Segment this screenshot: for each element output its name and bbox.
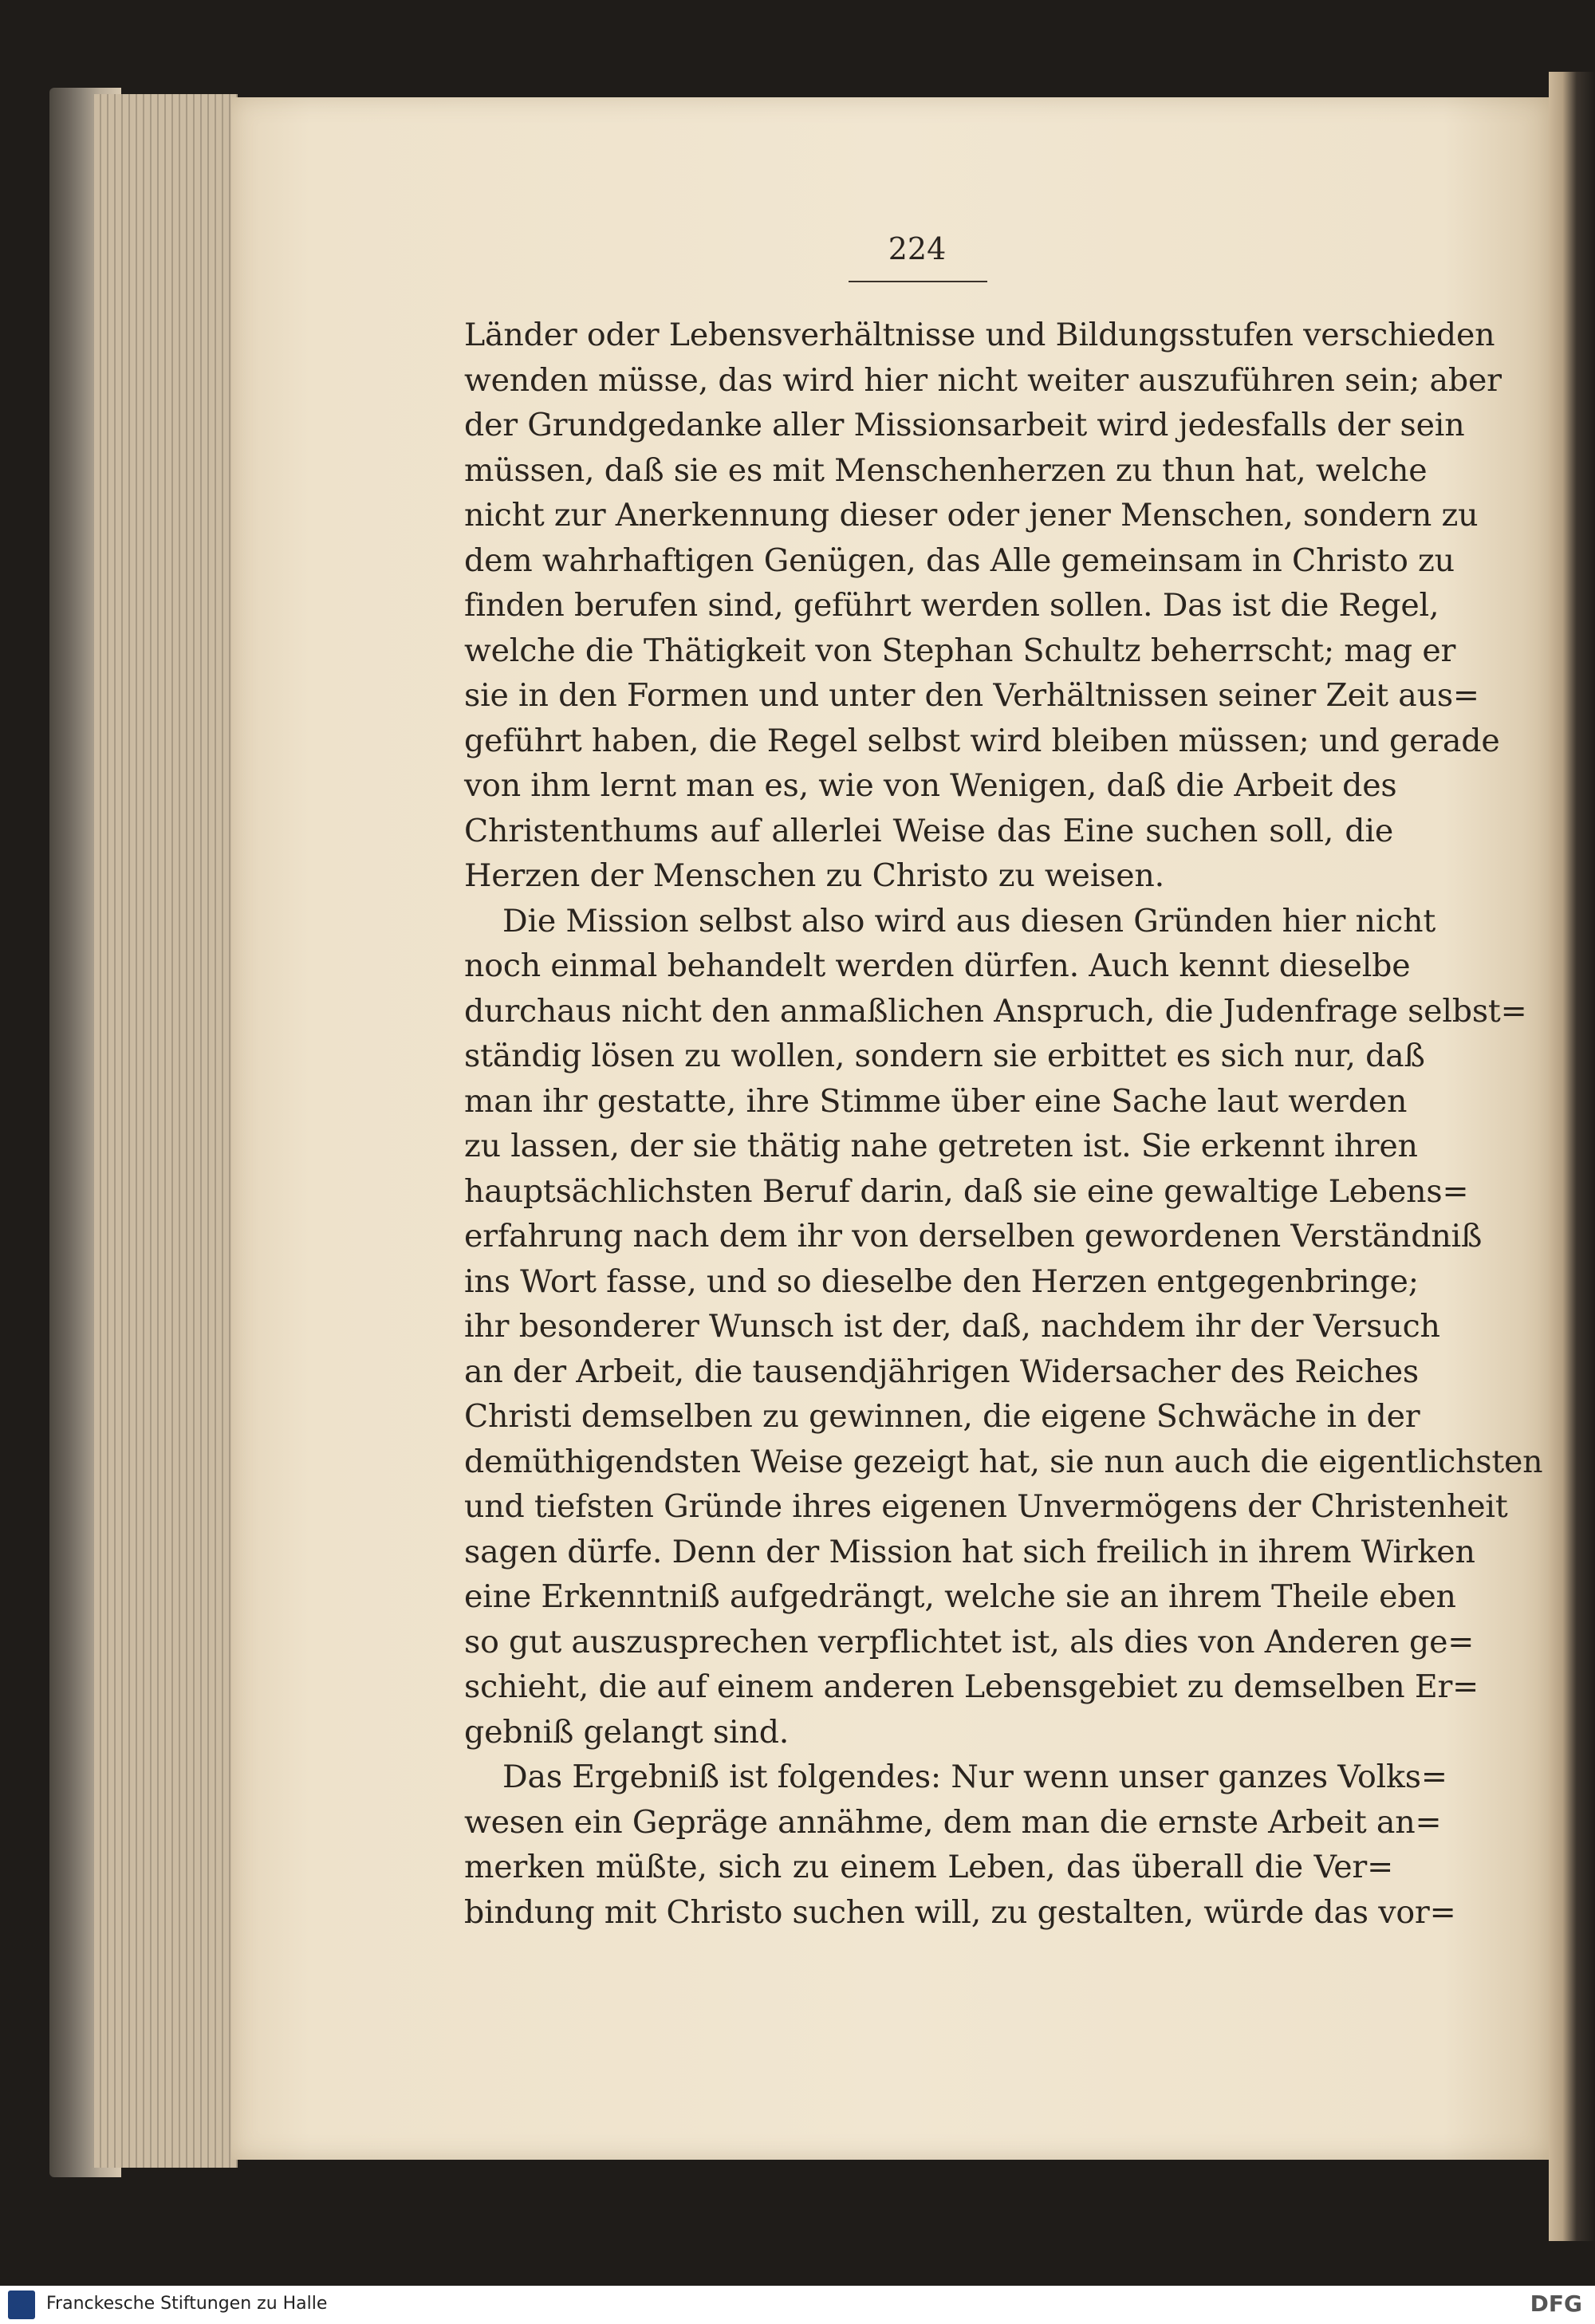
text-line: und tiefsten Gründe ihres eigenen Unvermögens der Christenheit bbox=[464, 1488, 1508, 1525]
text-line: finden berufen sind, geführt werden sollen. Das ist die Regel, bbox=[464, 587, 1439, 624]
text-line: geführt haben, die Regel selbst wird bleiben müssen; und gerade bbox=[464, 722, 1500, 759]
dfg-logo: DFG bbox=[1530, 2291, 1582, 2317]
text-line: durchaus nicht den anmaßlichen Anspruch, die Judenfrage selbst= bbox=[464, 992, 1527, 1030]
text-line: demüthigendsten Weise gezeigt hat, sie nun auch die eigentlichsten bbox=[464, 1443, 1543, 1480]
text-line: noch einmal behandelt werden dürfen. Auch kennt dieselbe bbox=[464, 947, 1411, 984]
footer-institution-name: Franckesche Stiftungen zu Halle bbox=[46, 2294, 328, 2314]
text-line: Länder oder Lebensverhältnisse und Bildungsstufen verschieden bbox=[464, 317, 1495, 353]
text-line: von ihm lernt man es, wie von Wenigen, daß die Arbeit des bbox=[464, 767, 1397, 804]
text-line: schieht, die auf einem anderen Lebensgebiet zu demselben Er= bbox=[464, 1668, 1479, 1705]
text-line: gebniß gelangt sind. bbox=[464, 1713, 790, 1751]
text-line: welche die Thätigkeit von Stephan Schultz beherrscht; mag er bbox=[464, 632, 1456, 669]
text-line: wenden müsse, das wird hier nicht weiter auszuführen sein; aber bbox=[464, 361, 1502, 399]
text-line: Herzen der Menschen zu Christo zu weisen. bbox=[464, 857, 1164, 894]
text-line: Das Ergebniß ist folgendes: Nur wenn unser ganzes Volks= bbox=[502, 1759, 1447, 1795]
text-line: Christi demselben zu gewinnen, die eigene Schwäche in der bbox=[464, 1398, 1420, 1435]
page-stack-edges bbox=[94, 94, 238, 2168]
text-line: ihr besonderer Wunsch ist der, daß, nachdem ihr der Versuch bbox=[464, 1308, 1440, 1345]
institution-logo-icon bbox=[8, 2291, 35, 2319]
text-line: so gut auszusprechen verpflichtet ist, als dies von Anderen ge= bbox=[464, 1623, 1475, 1660]
right-page-edge bbox=[1549, 72, 1595, 2241]
text-line: sie in den Formen und unter den Verhältnissen seiner Zeit aus= bbox=[464, 677, 1479, 714]
page-text-block bbox=[464, 313, 1543, 1935]
text-line: merken müßte, sich zu einem Leben, das überall die Ver= bbox=[464, 1849, 1393, 1885]
text-line: Christenthums auf allerlei Weise das Eine suchen soll, die bbox=[464, 812, 1393, 849]
text-line: ins Wort fasse, und so dieselbe den Herzen entgegenbringe; bbox=[464, 1262, 1419, 1300]
text-line: an der Arbeit, die tausendjährigen Widersacher des Reiches bbox=[464, 1353, 1419, 1390]
text-line: eine Erkenntniß aufgedrängt, welche sie an ihrem Theile eben bbox=[464, 1578, 1456, 1615]
text-line: der Grundgedanke aller Missionsarbeit wird jedesfalls der sein bbox=[464, 407, 1465, 443]
text-line: bindung mit Christo suchen will, zu gestalten, würde das vor= bbox=[464, 1893, 1456, 1931]
text-line: sagen dürfe. Denn der Mission hat sich freilich in ihrem Wirken bbox=[464, 1533, 1475, 1570]
text-line: ständig lösen zu wollen, sondern sie erbittet es sich nur, daß bbox=[464, 1038, 1425, 1074]
text-line: müssen, daß sie es mit Menschenherzen zu thun hat, welche bbox=[464, 451, 1428, 489]
text-line: wesen ein Gepräge annähme, dem man die ernste Arbeit an= bbox=[464, 1803, 1442, 1841]
text-line: erfahrung nach dem ihr von derselben gewordenen Verständniß bbox=[464, 1218, 1483, 1255]
text-line: zu lassen, der sie thätig nahe getreten ist. Sie erkennt ihren bbox=[464, 1128, 1418, 1164]
text-line: man ihr gestatte, ihre Stimme über eine Sache laut werden bbox=[464, 1082, 1408, 1120]
text-line: dem wahrhaftigen Genügen, das Alle gemeinsam in Christo zu bbox=[464, 542, 1455, 579]
text-line: Die Mission selbst also wird aus diesen Gründen hier nicht bbox=[502, 902, 1436, 939]
page-number-rule bbox=[849, 281, 987, 282]
text-line: nicht zur Anerkennung dieser oder jener Menschen, sondern zu bbox=[464, 497, 1479, 534]
text-line: hauptsächlichsten Beruf darin, daß sie eine gewaltige Lebens= bbox=[464, 1172, 1469, 1210]
page-number: 224 bbox=[888, 231, 947, 266]
